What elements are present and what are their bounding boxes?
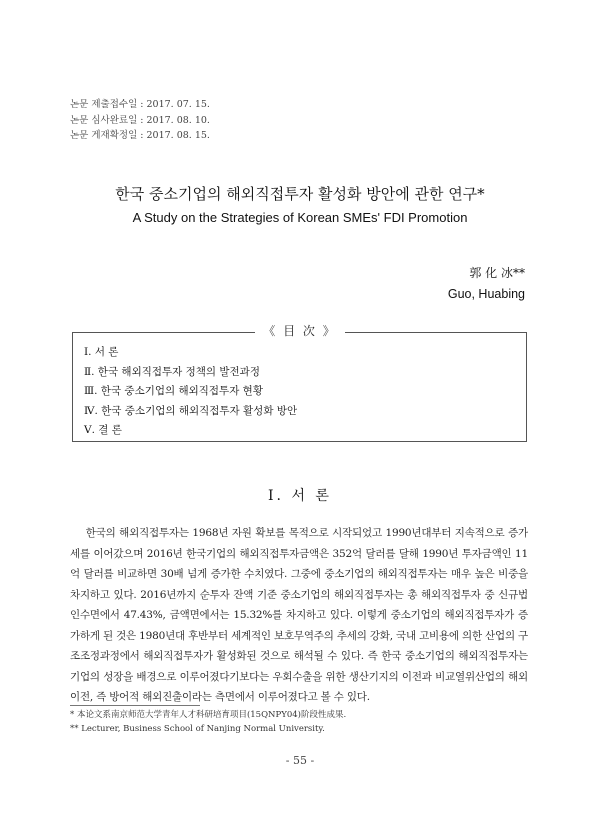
toc-header-label: 《 目 次 》 — [255, 324, 344, 338]
submission-dates — [70, 97, 210, 144]
author-block — [448, 263, 525, 305]
date-line: 논문 제출접수일 : 2017. 07. 15. — [70, 99, 210, 110]
paper-title-korean: 한국 중소기업의 해외직접투자 활성화 방안에 관한 연구* — [115, 185, 485, 203]
toc-header — [0, 322, 600, 339]
section-heading: Ⅰ. 서 론 — [268, 488, 332, 504]
author-name-english: Guo, Huabing — [447, 287, 525, 301]
toc-item: Ⅲ. 한국 중소기업의 해외직접투자 현황 — [84, 385, 263, 397]
toc-item: Ⅴ. 결 론 — [84, 424, 122, 436]
date-line: 논문 심사완료일 : 2017. 08. 10. — [70, 114, 210, 126]
date-line: 논문 게재확정일 : 2017. 08. 15. — [70, 130, 210, 141]
paper-title-english: A Study on the Strategies of Korean SMEs' FDI Promotion — [132, 210, 468, 225]
body-paragraph: 한국의 해외직접투자는 1968년 자원 확보를 목적으로 시작되었고 1990년대부터 지속적으로 증가세를 이어갔으며 2016년 한국기업의 해외직접투자금액은 352억 달러를 달해 1990년 투자금액인 11억 달러를 비교하면 30배 넘게 증가한 수치였다. 그중에 중소기업의 해외직접투자는 매우 높은 비중을 차지하고 있다. 2016년까지 순투자 잔액 기준 중소기업의 해외직접투자는 총 해외직접투자 중 신규법인수면에서 47.43%, 금액면에서는 15.32%를 차지하고 있다. 이렇게 중소기업의 해외직접투자가 증가하게 된 것은 1980년대 후반부터 세계적인 보호무역주의 추세의 강화, 국내 고비용에 의한 산업의 구조조정과정에서 해외직접투자가 활성화된 것으로 해석될 수 있다. 즉 한국 중소기업의 해외직접투자는 기업의 성장을 배경으로 이루어졌다기보다는 우회수출을 위한 생산기지의 이전과 비교열위산업의 해외이전, 즉 방어적 해외진출이라는 측면에서 이루어졌다고 볼 수 있다. — [70, 527, 528, 703]
toc-item: Ⅳ. 한국 중소기업의 해외직접투자 활성화 방안 — [84, 404, 298, 417]
footnote: ** Lecturer, Business School of Nanjing Normal University. — [70, 724, 325, 734]
footnote: * 本论文系南京师范大学青年人才科研培育项目(15QNPY04)阶段性成果. — [70, 710, 347, 720]
footnotes — [70, 708, 346, 736]
toc-item: Ⅱ. 한국 해외직접투자 정책의 발전과정 — [84, 365, 260, 378]
page-number: - 55 - — [285, 754, 315, 767]
toc-item: Ⅰ. 서 론 — [84, 346, 119, 358]
author-name-chinese: 郭 化 冰** — [469, 266, 525, 280]
toc-list — [84, 343, 297, 441]
footnote-divider — [70, 705, 200, 706]
